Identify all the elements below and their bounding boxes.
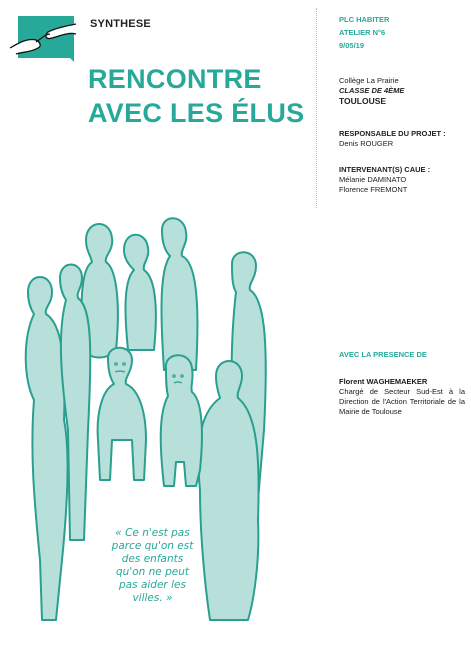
figure-back-2 bbox=[124, 235, 156, 350]
speaker-name: Florence FREMONT bbox=[339, 185, 408, 194]
speakers-label: INTERVENANT(S) CAUE : bbox=[339, 165, 431, 174]
quote-line: qu'on ne peut bbox=[116, 566, 189, 578]
manager-name: Denis ROUGER bbox=[339, 139, 394, 148]
guest-name: Florent WAGHEMAEKER bbox=[339, 377, 428, 386]
presence-label: AVEC LA PRESENCE DE bbox=[339, 350, 427, 359]
figure-child-boy bbox=[98, 348, 146, 480]
manager-block bbox=[339, 129, 446, 149]
atelier-label: ATELIER N°6 bbox=[339, 28, 386, 37]
quote-line: « Ce n'est pas bbox=[115, 527, 190, 539]
class-name: CLASSE DE 4ÈME bbox=[339, 86, 405, 95]
city-name: TOULOUSE bbox=[339, 96, 387, 106]
quote-line: pas aider les bbox=[119, 579, 186, 591]
quote-line: parce qu'on est bbox=[111, 540, 194, 552]
meta-block bbox=[339, 14, 389, 52]
school-name: Collège La Prairie bbox=[339, 76, 399, 85]
guest-block bbox=[339, 377, 465, 417]
title-line-2: AVEC LES ÉLUS bbox=[88, 98, 305, 128]
speaker-name: Mélanie DAMINATO bbox=[339, 175, 407, 184]
school-block bbox=[339, 76, 404, 106]
figure-back-3 bbox=[162, 218, 198, 370]
quote-line: villes. » bbox=[132, 592, 173, 604]
logo bbox=[8, 12, 78, 67]
guest-role: Chargé de Secteur Sud-Est à la Direction de l'Action Territoriale de la Mairie de Toulouse bbox=[339, 387, 465, 416]
date-label: 9/05/19 bbox=[339, 41, 365, 50]
program-label: PLC HABITER bbox=[339, 15, 390, 24]
quote-line: des enfants bbox=[121, 553, 184, 565]
logo-background bbox=[18, 16, 74, 62]
manager-label: RESPONSABLE DU PROJET : bbox=[339, 129, 446, 138]
quote bbox=[95, 527, 210, 605]
page-title bbox=[88, 62, 304, 130]
column-divider bbox=[316, 8, 317, 208]
speakers-block bbox=[339, 165, 430, 195]
title-line-1: RENCONTRE bbox=[88, 64, 262, 94]
section-label: SYNTHESE bbox=[90, 18, 151, 30]
